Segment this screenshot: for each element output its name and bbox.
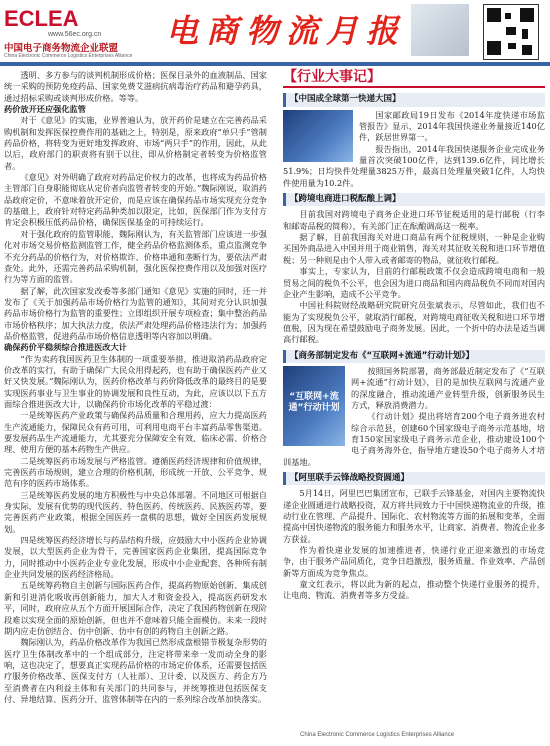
paragraph: 《意见》对外明确了政府对药品定价权力的改革，也将成为药品价格主管部门自身职能彻底从定价者向监管者转变的开始。”魏际刚说，取消药品政府定价，不意味着放开定价，而是应该在确保药品市场实现充分竞争的基础上，政府针对特定药品种类加以限定，比如，医保部门作为支付方肯定会积极压低药品价格，确保医保基金的可持续运行。: [4, 172, 267, 228]
news-item: [283, 472, 545, 602]
news-item: [283, 350, 545, 468]
paragraph: 据了解，此次国家发改委等多部门通知《意见》实施的同时，还一并发布了《关于加强药品市场价格行为监管的通知》，其间对充分认识加强药品市场价格行为监管的重要性；立即组织开展专项检查；集中整治药品市场价格秩序；加大执法力度，依法严肃处理药品价格违法行为；加强药品价格监管，促进药品市场价格信息透明等内容加以明确。: [4, 285, 267, 341]
paragraph: “作为卖药我国医药卫生体制的一项重要举措，推进取消药品政府定价改革的实行，有助于确保广大民众用得起药，也有助于确保医药产业又好又快发展。”魏际刚认为，医药价格改革与药价降低改革的最终目的是要实现医药事业与卫生事业的协调发展和良性互动，为此，应该以以下五方面综合推进医改大计，以确保药价市场化改革的平稳过渡：: [4, 353, 267, 409]
news-paragraph: 中国社科院财经战略研究院研究员张斌表示，尽管如此，我们也不能为了实现税负公平，就取消行邮税，对跨境电商征收关税和进口环节增值税，因为现在希望鼓励电子商务发展。因此，一个折中的办法是适当调高行邮税。: [283, 300, 546, 345]
paragraph: 对于《意见》的实施，业界普遍认为，放开药价是建立在完善药品采购机制和发挥医保控费作用的基础之上，特别是，原来政府“单只手”管制药品价格，将转变为更好地发挥政府、市场“两只手”的作用，因此，从此以后，政府部门的职责将有别于以往，即从价格制定者转变为价格监管者。: [4, 115, 267, 171]
news-paragraph: 国家邮政局19日发布《2014年度快递市场监管报告》显示，2014年我国快递业务量接近140亿件，跃居世界第一。: [359, 109, 545, 143]
masthead-title: 电商物流月报: [166, 12, 407, 50]
news-item-title: 【阿里联手云锋战略投资圆通】: [283, 472, 545, 485]
paragraph: 五是统筹药物自主创新与国际医药合作，提高药物原始创新、集成创新和引进消化吸收再创新能力，加大人才和资金投入，提高医药研发水平，同时，政府应从五个方面开展国际合作，决定了我国药物创新在现阶段难以实现全面的原始创新，但也并不意味着只能全面模仿。未来一段时期内应走仿创结合、仿中创新、仿中有创的药物自主创新之路。: [4, 580, 267, 636]
news-item-title: 【中国成全球第一快递大国】: [283, 93, 545, 106]
news-item: [283, 193, 545, 345]
news-item-photo: [283, 366, 345, 446]
news-item-title: 【商务部制定发布《“互联网+流通”行动计划》】: [283, 350, 545, 363]
subheading: 确保药价平稳须综合推进医改大计: [4, 342, 127, 353]
news-paragraph: 据了解，目前我国海关对进口商品有两个征税规则，一种是企业购买国外商品进入中国并用于商业销售，海关对其征收关税和进口环节增值税；另一种则是由个人带入或者邮寄的物品，就征收行邮税。: [283, 232, 546, 265]
news-paragraph: 目前我国对跨境电子商务企业进口环节征税适用的是行邮税（行李和邮寄品税的简称），有关部门正在酝酿调高这一税率。: [283, 209, 545, 231]
paragraph: 三是统筹医药发展的地方积极性与中央总体部署。不同地区可根据自身实际，发展有优势的现代医药、特色医药、传统医药、民族医药等，要完善医药产业政策，根据全国医药一盘棋的思想，做好全国医药发展规划。: [4, 489, 267, 534]
logo-english-name: China Electronic Commerce Logistics Enterprises Alliance: [4, 53, 133, 59]
subheading: 药价放开还应强化监管: [4, 104, 86, 115]
news-items: [283, 93, 545, 601]
news-paragraph: 作为着快递业发展的加速推进者，快递行业正迎来激烈的市场竞争，由于服务产品同质化，竞争日趋激烈，服务质量、作业效率、产品创新等方面成为竞争焦点。: [283, 545, 546, 578]
right-news-column: [283, 70, 545, 602]
logo-wordmark: ECLEA: [4, 6, 79, 31]
news-paragraph: 童文红表示，将以此为新的起点，推动整个快递行业服务的提升，让电商、物流、消费者等多方受益。: [283, 579, 545, 601]
paragraph: 对于强化政府的监管职能，魏际刚认为，有关监管部门应该进一步强化对市场交易价格监测监管工作，健全药品价格监测体系，重点监测竞争不充分药品的价格行为，对价格欺诈、价格串通和垄断行为，要依法严肃查处。此外，还需完善药品采购机制，强化医保控费作用以及加强对医疗行为等方面的监管。: [4, 228, 267, 285]
logo-chinese-name: 中国电子商务物流企业联盟: [4, 43, 119, 54]
paragraph: 透明、多方参与的谈判机制形成价格；医保目录外的血液制品、国家统一采购的预防免疫药品、国家免费艾滋病抗病毒治疗药品和避孕药具，通过招标采购或谈判形成价格。等等。: [4, 70, 267, 103]
photo-caption-text: “互联网+流通”行动计划: [288, 391, 340, 414]
left-article-column: [4, 70, 267, 705]
masthead-header: [0, 0, 550, 62]
news-paragraph: 《行动计划》提出将培育200个电子商务进农村综合示范县，创建60个国家级电子商务示范基地，培育150家国家级电子商务示范企业，推动建设100个电子商务海外仓，指导地方建设50个电子商务人才培训基地。: [283, 411, 545, 467]
paragraph: 魏际刚认为，药品价格改革作为我国已然形成盘根错节极复杂形势的医疗卫生体制改革中的一个组成部分，注定将带来牵一发而动全身的影响，这也决定了，想要真正实现药品价格的市场定价体系，还需要包括医疗服务价格改革、医保支付方（人社部）、卫计委、以及医方、药企方乃至消费者在内利益主体和有关部门的共同参与，并统筹推进包括医保支付、异地结算、医药分开、监管体制等在内的一系列综合改革加快落实。: [4, 637, 267, 704]
section-title-industry-events: 【行业大事记】: [283, 70, 545, 88]
footer-watermark: China Electronic Commerce Logistics Enterprises Alliance: [300, 732, 455, 738]
header-divider: [0, 62, 550, 66]
paragraph: 二是统筹医药市场发展与严格监管。遵循医药经济规律和价值规律，完善医药市场规则，建立合理的价格机制，形成统一开放、公平竞争、规范有序的医药市场体系。: [4, 455, 267, 489]
news-paragraph: 报告指出，2014年我国快递服务企业完成业务量首次突破100亿件，达到139.6亿件，同比增长51.9%；日均快件处理量3825万件，最高日处理量突破1亿件，人均快件使用量为10.2件。: [283, 143, 545, 188]
paragraph: 四是统筹医药经济增长与药品结构升级，应鼓励大中小医药企业协调发展，以大型医药企业为骨干，完善国家医药企业集团，提高国际竞争力，同时推动中小医药企业专业化发展，形成中小企业配套、各种所有制企业共同发展的医药经济格局。: [4, 535, 267, 580]
news-item: [283, 93, 545, 189]
masthead-banner: [146, 4, 466, 58]
news-paragraph: 5月14日，阿里巴巴集团宣布，已联手云锋基金，对国内主要物流快递企业圆通进行战略投资，双方将共同致力于中国快递物流业的升级，推动行业在管理、产品提升、国际化、农村物流等方面的拓展和变革，全面提高中国快递物流的服务能力和服务水平，让商家、消费者、物流企业多方获益。: [283, 488, 546, 544]
news-paragraph: 按照国务院部署，商务部最近制定发布了《“互联网+流通”行动计划》，目的是加快互联网与流通产业的深度融合，推动流通产业转型升级，创新服务民生方式，释放消费潜力。: [351, 365, 545, 410]
banner-city-image: [411, 4, 469, 56]
news-paragraph: 事实上，专家认为，目前的行邮税政策不仅会造成跨境电商和一般贸易之间的税负不公平，也会因为进口商品和国内商品税负不同而对国内企业产生影响，造成不公平竞争。: [283, 266, 546, 299]
logo-url: www.56ec.org.cn: [48, 31, 102, 38]
eclea-logo: [4, 6, 154, 58]
qr-code: [483, 4, 539, 60]
news-item-photo: [283, 110, 353, 162]
news-item-title: 【跨境电商进口税酝酿上调】: [283, 193, 545, 206]
paragraph: 一是统筹医药产业政策与确保药品质量和合理用药，应大力提高医药生产流通能力，保障民众有药可用，可利用电商平台丰富药品零售渠道。要发展药品生产流通能力，尤其要充分保障安全有效、临床必需、价格合理、使用方便的基本药物生产供应。: [4, 410, 267, 455]
